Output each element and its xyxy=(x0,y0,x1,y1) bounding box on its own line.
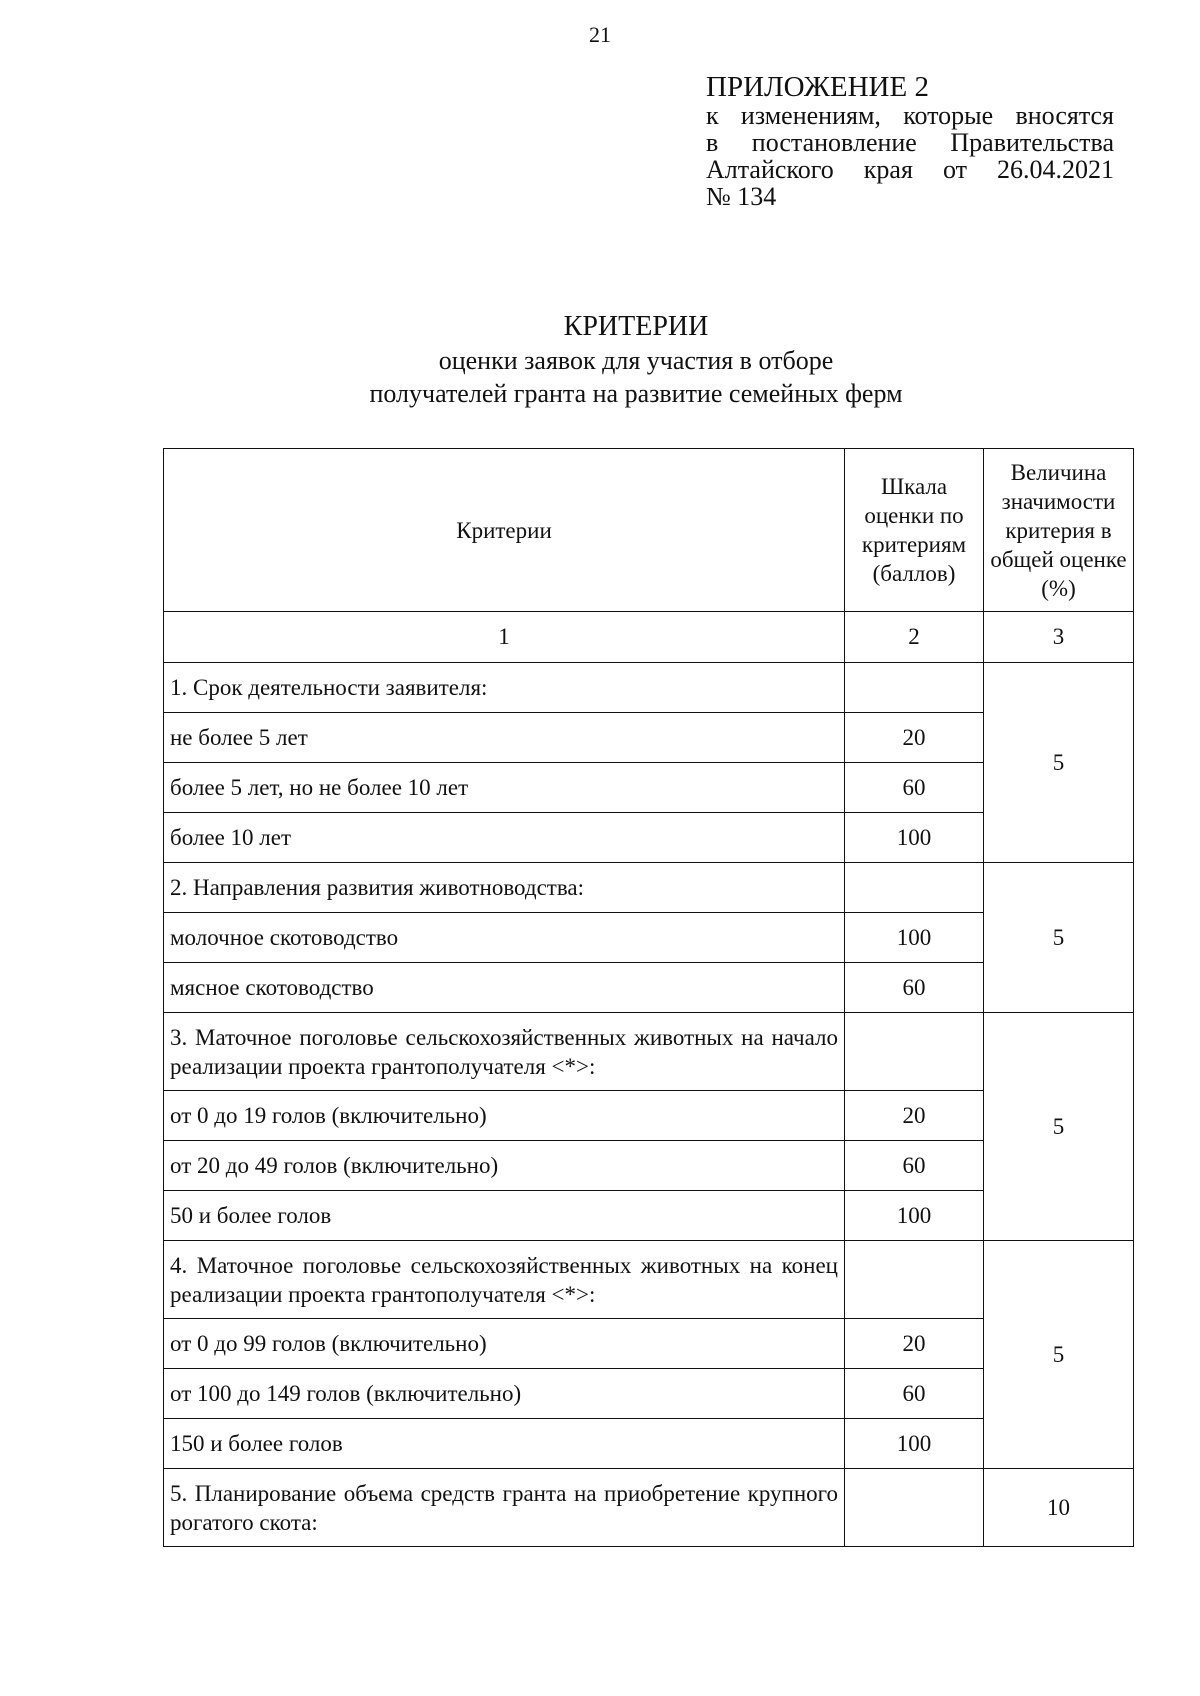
header-criteria: Критерии xyxy=(164,449,845,612)
group-3-title: 3. Маточное поголовье сельскохозяйственных животных на начало реализации проекта грантополучателя <*>: xyxy=(164,1013,845,1091)
group-title-row xyxy=(164,1241,1134,1319)
criterion-label: от 0 до 99 голов (включительно) xyxy=(164,1319,845,1369)
column-number-1: 1 xyxy=(164,612,845,663)
criterion-points: 100 xyxy=(845,813,984,863)
group-1-title-points xyxy=(845,663,984,713)
criterion-points: 60 xyxy=(845,763,984,813)
group-title-row xyxy=(164,1469,1134,1547)
column-number-3: 3 xyxy=(984,612,1134,663)
annex-title: ПРИЛОЖЕНИЕ 2 xyxy=(706,71,929,103)
group-title-row xyxy=(164,663,1134,713)
criterion-label: мясное скотоводство xyxy=(164,963,845,1013)
group-4-title-points xyxy=(845,1241,984,1319)
criterion-points: 60 xyxy=(845,963,984,1013)
criterion-label: молочное скотоводство xyxy=(164,913,845,963)
document-subtitle-2: получателей гранта на развитие семейных ферм xyxy=(369,379,903,408)
criterion-points: 100 xyxy=(845,1419,984,1469)
criterion-points: 20 xyxy=(845,713,984,763)
group-title-row xyxy=(164,863,1134,913)
criterion-points: 60 xyxy=(845,1141,984,1191)
annex-header xyxy=(706,72,1114,210)
criterion-label: 150 и более голов xyxy=(164,1419,845,1469)
group-2-title-points xyxy=(845,863,984,913)
group-5-title-points xyxy=(845,1469,984,1547)
group-1-title: 1. Срок деятельности заявителя: xyxy=(164,663,845,713)
page-number: 21 xyxy=(589,22,611,47)
criterion-points: 20 xyxy=(845,1091,984,1141)
group-title-row xyxy=(164,1013,1134,1091)
group-5-weight: 10 xyxy=(984,1469,1134,1547)
group-1-weight: 5 xyxy=(984,663,1134,863)
criterion-label: 50 и более голов xyxy=(164,1191,845,1241)
criterion-points: 20 xyxy=(845,1319,984,1369)
criterion-points: 60 xyxy=(845,1369,984,1419)
annex-line-4: № 134 xyxy=(706,182,777,211)
document-title: КРИТЕРИИ xyxy=(563,311,709,342)
group-5-title: 5. Планирование объема средств гранта на приобретение крупного рогатого скота: xyxy=(164,1469,845,1547)
table-header-row xyxy=(164,449,1134,612)
document-title-block xyxy=(0,310,1200,410)
criterion-points: 100 xyxy=(845,913,984,963)
group-2-weight: 5 xyxy=(984,863,1134,1013)
criterion-label: от 0 до 19 голов (включительно) xyxy=(164,1091,845,1141)
criterion-label: более 10 лет xyxy=(164,813,845,863)
group-2-title: 2. Направления развития животноводства: xyxy=(164,863,845,913)
column-number-row xyxy=(164,612,1134,663)
annex-line-1: к изменениям, которые вносятся xyxy=(706,101,1114,130)
criteria-table xyxy=(163,448,1134,1547)
criterion-label: от 20 до 49 голов (включительно) xyxy=(164,1141,845,1191)
header-scale: Шкала оценки по критериям (баллов) xyxy=(845,449,984,612)
annex-line-3: Алтайского края от 26.04.2021 xyxy=(706,155,1114,184)
group-3-title-points xyxy=(845,1013,984,1091)
annex-line-2: в постановление Правительства xyxy=(706,128,1114,157)
group-4-title: 4. Маточное поголовье сельскохозяйственных животных на конец реализации проекта грантополучателя <*>: xyxy=(164,1241,845,1319)
header-weight: Величина значимости критерия в общей оценке (%) xyxy=(984,449,1134,612)
criterion-label: более 5 лет, но не более 10 лет xyxy=(164,763,845,813)
group-4-weight: 5 xyxy=(984,1241,1134,1469)
group-3-weight: 5 xyxy=(984,1013,1134,1241)
document-subtitle-1: оценки заявок для участия в отборе xyxy=(438,346,834,375)
criterion-points: 100 xyxy=(845,1191,984,1241)
column-number-2: 2 xyxy=(845,612,984,663)
criterion-label: от 100 до 149 голов (включительно) xyxy=(164,1369,845,1419)
criterion-label: не более 5 лет xyxy=(164,713,845,763)
